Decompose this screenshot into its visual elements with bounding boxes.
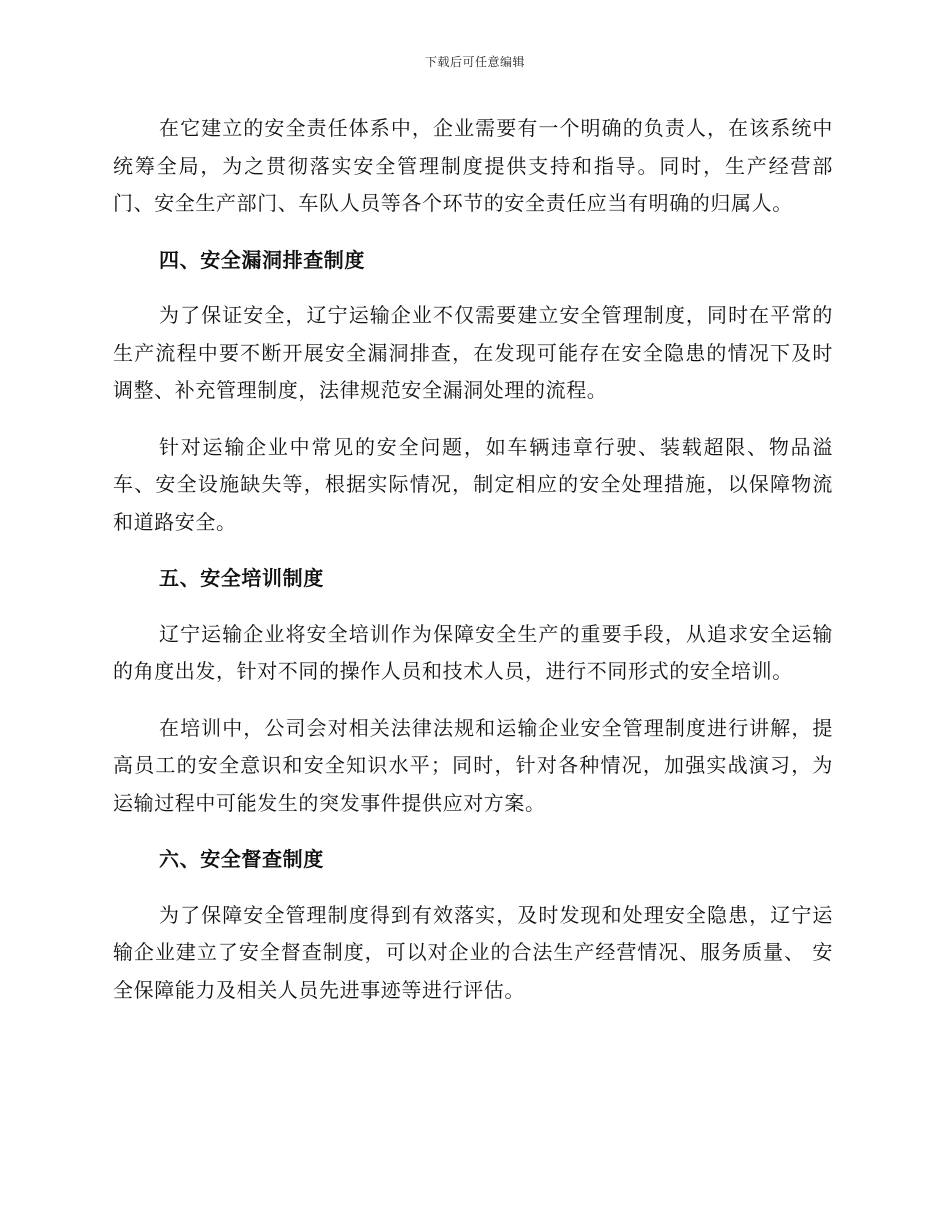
paragraph: 辽宁运输企业将安全培训作为保障安全生产的重要手段，从追求安全运输的角度出发，针对不同的操作人员和技术人员，进行不同形式的安全培训。 [113,621,833,683]
paragraph: 针对运输企业中常见的安全问题，如车辆违章行驶、装载超限、物品溢车、安全设施缺失等，根据实际情况，制定相应的安全处理措施，以保障物流和道路安全。 [113,434,833,534]
paragraph: 为了保障安全管理制度得到有效落实，及时发现和处理安全隐患，辽宁运输企业建立了安全督查制度，可以对企业的合法生产经营情况、服务质量、 安全保障能力及相关人员先进事迹等进行评估。 [113,902,833,1002]
section-heading: 六、安全督查制度 [159,847,324,871]
section-heading: 五、安全培训制度 [159,566,324,590]
header-note: 下载后可任意编辑 [424,55,525,69]
paragraph: 在它建立的安全责任体系中，企业需要有一个明确的负责人，在该系统中统筹全局，为之贯彻落实安全管理制度提供支持和指导。同时，生产经营部门、安全生产部门、车队人员等各个环节的安全责任应当有明确的归属人。 [113,116,833,215]
section-heading: 四、安全漏洞排查制度 [159,247,365,272]
paragraph: 在培训中，公司会对相关法律法规和运输企业安全管理制度进行讲解，提高员工的安全意识和安全知识水平；同时，针对各种情况，加强实战演习，为运输过程中可能发生的突发事件提供应对方案。 [113,715,833,815]
paragraph: 为了保证安全，辽宁运输企业不仅需要建立安全管理制度，同时在平常的生产流程中要不断开展安全漏洞排查，在发现可能存在安全隐患的情况下及时调整、补充管理制度，法律规范安全漏洞处理的流程。 [113,303,833,402]
document-body [113,110,833,1028]
